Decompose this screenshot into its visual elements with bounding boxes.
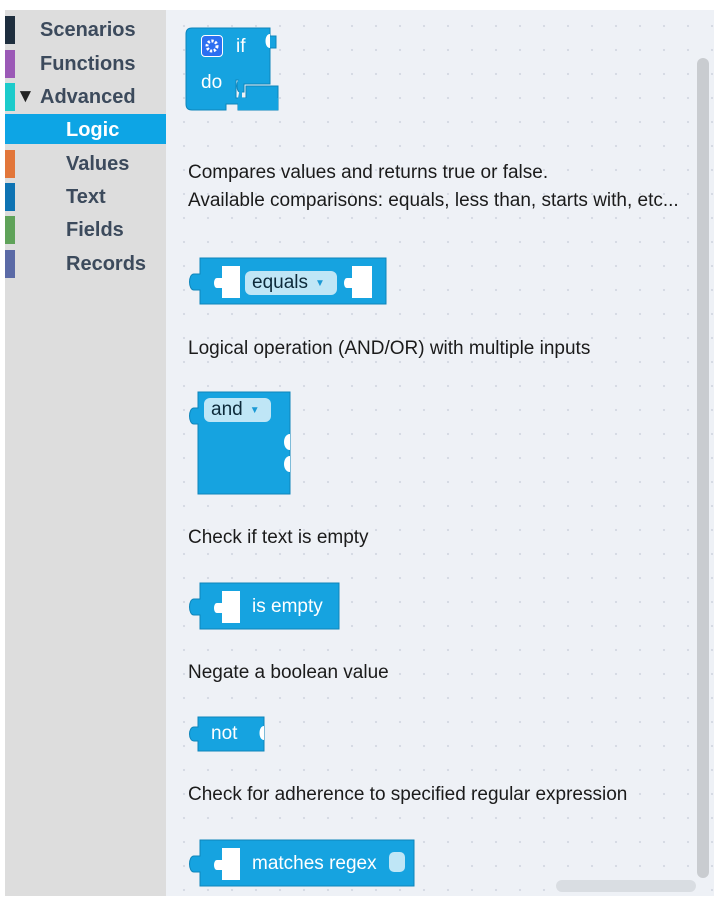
description-line: Negate a boolean value — [188, 662, 389, 683]
dropdown-caret-icon: ▼ — [249, 405, 260, 416]
not-label: not — [211, 723, 238, 744]
category-color-swatch — [5, 250, 15, 278]
is-empty-label: is empty — [252, 596, 323, 617]
not-description — [188, 659, 389, 687]
do-label: do — [201, 72, 223, 93]
vertical-scrollbar[interactable] — [697, 58, 709, 878]
description-line: Logical operation (AND/OR) with multiple inputs — [188, 338, 591, 359]
category-color-swatch — [5, 150, 15, 178]
operator-value: and — [211, 399, 243, 420]
category-color-swatch — [5, 216, 15, 244]
description-line: Available comparisons: equals, less than, starts with, etc... — [188, 190, 679, 211]
category-label: Advanced — [40, 86, 136, 108]
if-label: if — [236, 36, 246, 57]
category-label: Logic — [66, 119, 120, 141]
category-records[interactable] — [5, 248, 166, 278]
regex-pattern-field[interactable] — [389, 852, 405, 872]
description-line: Compares values and returns true or false. — [188, 162, 549, 183]
matches-regex-label: matches regex — [252, 853, 377, 874]
dropdown-caret-icon: ▼ — [315, 278, 325, 289]
category-functions[interactable] — [5, 48, 166, 78]
category-label: Fields — [66, 219, 124, 241]
description-line: Check for adherence to specified regular expression — [188, 784, 628, 805]
category-label: Records — [66, 253, 147, 275]
category-fields[interactable] — [5, 214, 166, 244]
category-label: Text — [66, 186, 106, 208]
category-color-swatch — [5, 50, 15, 78]
category-label: Values — [66, 153, 130, 175]
if-block-body — [186, 28, 278, 110]
category-advanced[interactable] — [5, 81, 166, 111]
toolbox-sidebar — [5, 10, 166, 896]
category-label: Functions — [40, 53, 136, 75]
expand-triangle-icon[interactable]: ▼ — [16, 86, 35, 107]
gear-icon[interactable] — [201, 35, 223, 57]
regex-description — [188, 781, 627, 809]
category-color-swatch — [5, 83, 15, 111]
operator-value: equals — [252, 272, 308, 293]
category-logic[interactable] — [5, 114, 166, 144]
category-label: Scenarios — [40, 19, 136, 41]
category-color-swatch — [5, 183, 15, 211]
compare-operator-dropdown[interactable] — [245, 271, 337, 295]
horizontal-scrollbar[interactable] — [556, 880, 696, 892]
logic-operator-dropdown[interactable] — [204, 398, 271, 422]
category-values[interactable] — [5, 148, 166, 178]
blocks-flyout — [166, 10, 714, 896]
logic-op-description — [188, 335, 590, 363]
category-scenarios[interactable] — [5, 14, 166, 44]
category-color-swatch — [5, 16, 15, 44]
compare-description — [188, 159, 679, 215]
description-line: Check if text is empty — [188, 527, 369, 548]
is-empty-description — [188, 524, 369, 552]
category-text[interactable] — [5, 181, 166, 211]
